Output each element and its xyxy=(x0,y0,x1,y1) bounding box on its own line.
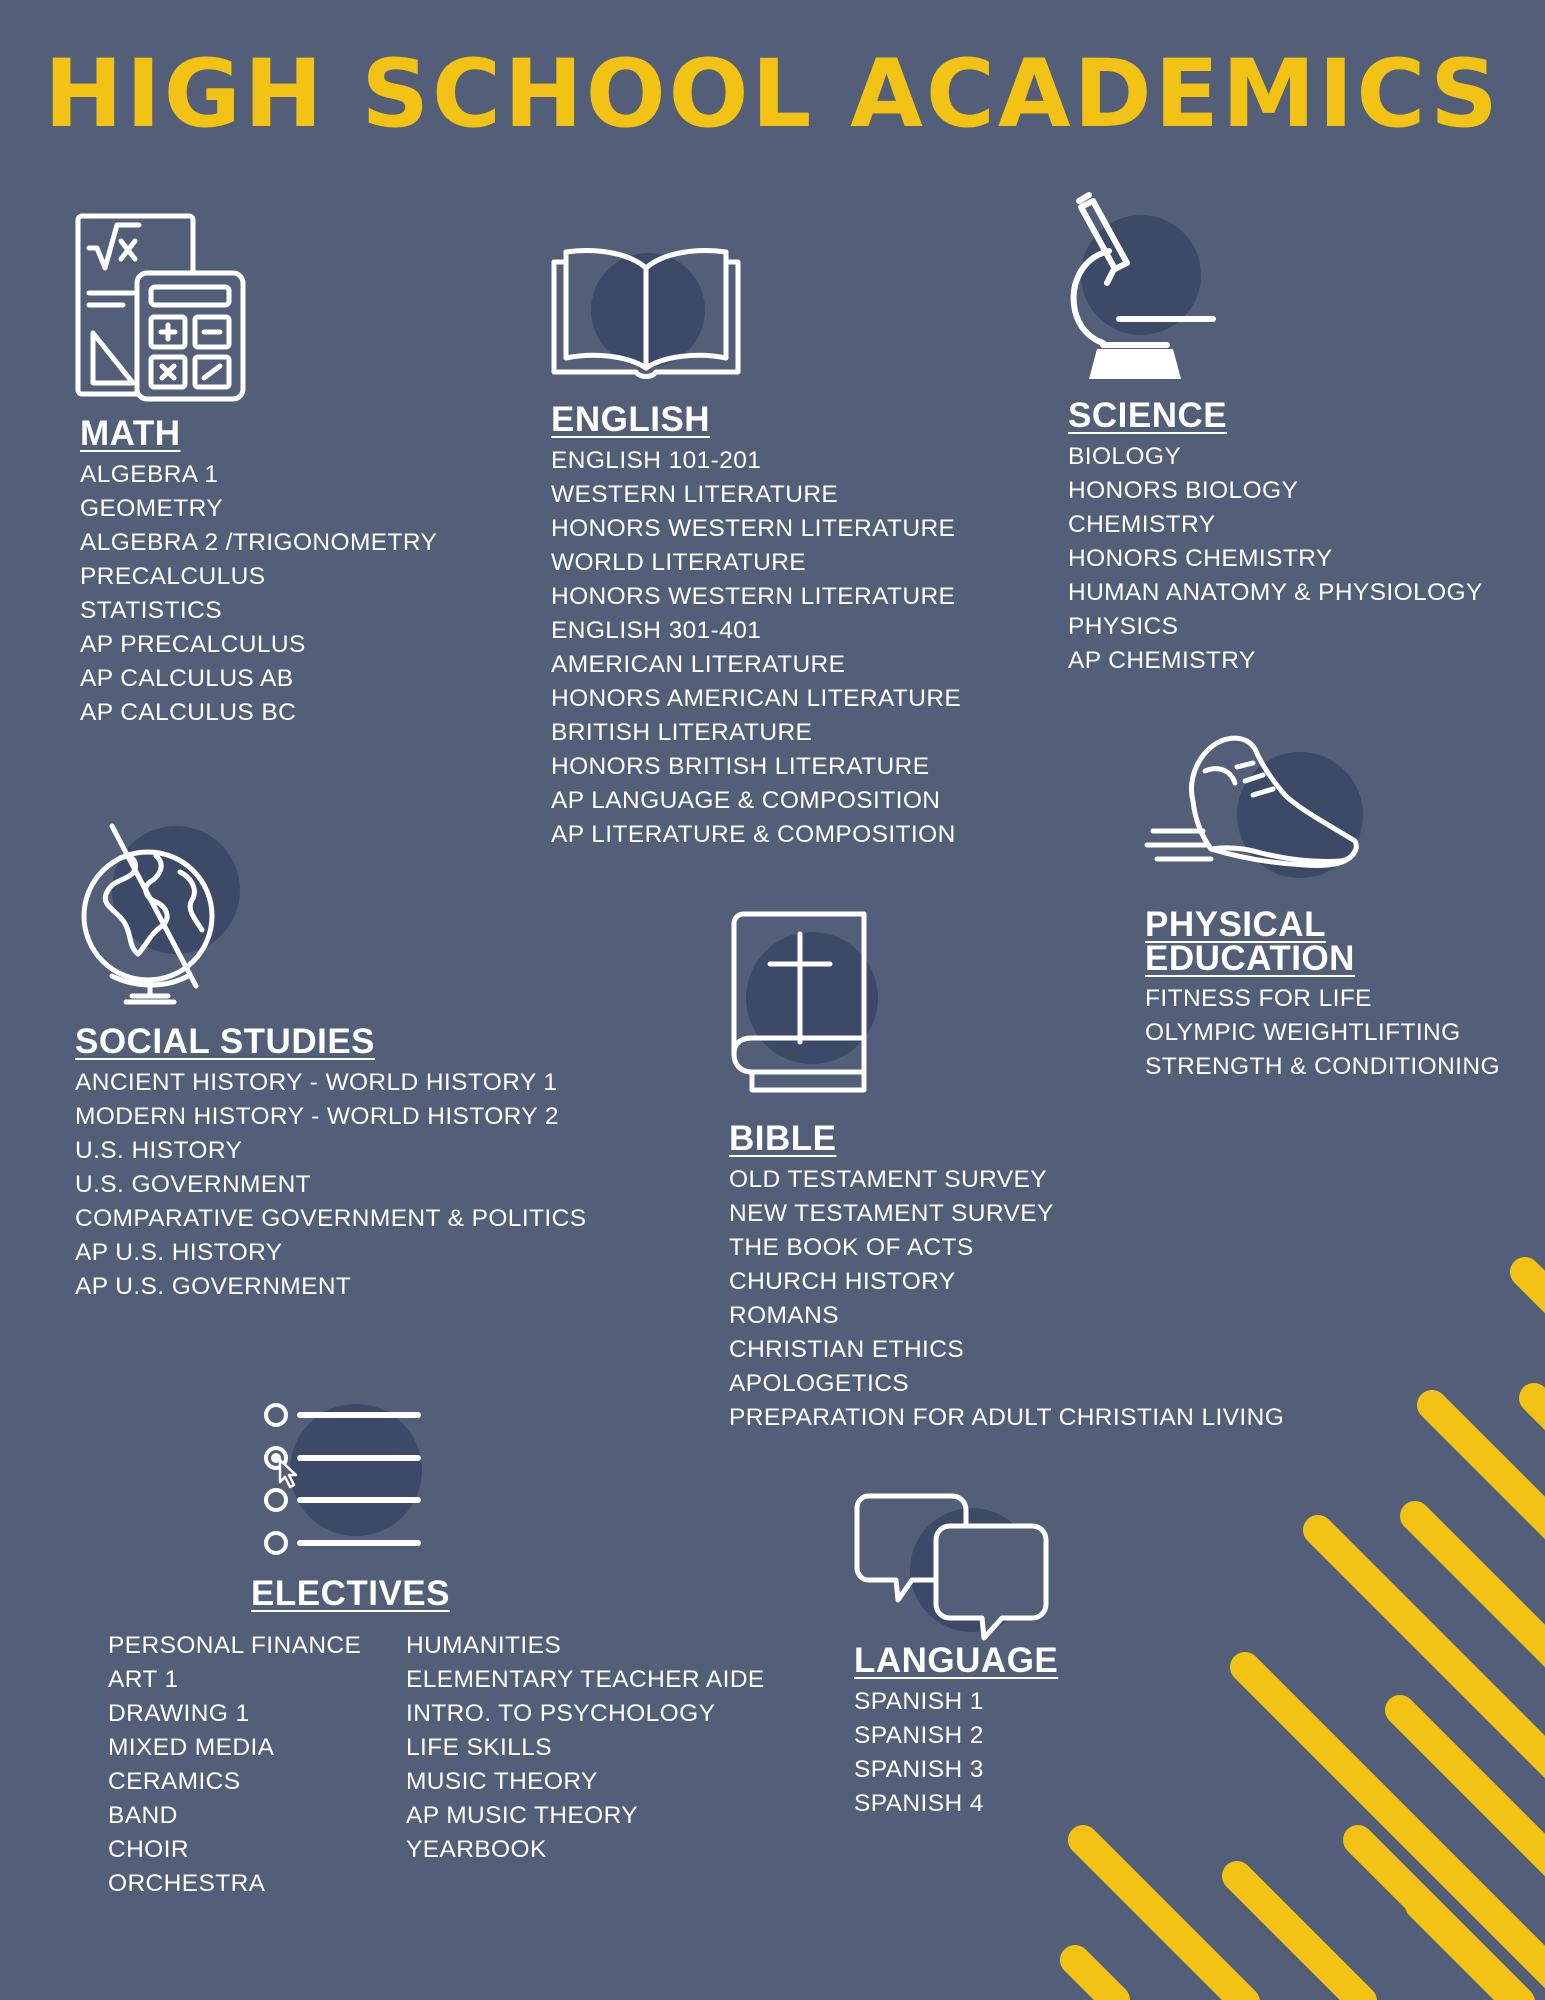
list-item: ENGLISH 101-201 xyxy=(551,447,762,474)
list-item: SPANISH 4 xyxy=(854,1790,984,1817)
math-section xyxy=(80,416,437,730)
electives-section xyxy=(108,1629,765,1901)
list-item: GEOMETRY xyxy=(80,495,223,522)
list-item: HONORS WESTERN LITERATURE xyxy=(551,515,956,542)
running-shoe-icon xyxy=(1145,735,1365,885)
english-heading: ENGLISH xyxy=(551,400,711,439)
list-item: AP CHEMISTRY xyxy=(1068,647,1256,674)
social-studies-heading: SOCIAL STUDIES xyxy=(75,1022,376,1061)
list-item: AP MUSIC THEORY xyxy=(406,1802,639,1829)
list-item: ALGEBRA 2 /TRIGONOMETRY xyxy=(80,529,438,556)
heading-line: EDUCATION xyxy=(1145,939,1355,978)
list-item: HONORS CHEMISTRY xyxy=(1068,545,1333,572)
list-item: CHEMISTRY xyxy=(1068,511,1216,538)
english-section xyxy=(551,402,961,852)
math-heading: MATH xyxy=(80,414,181,453)
list-item: AP LITERATURE & COMPOSITION xyxy=(551,821,956,848)
list-item: ANCIENT HISTORY - WORLD HISTORY 1 xyxy=(75,1069,558,1096)
bible-course-list xyxy=(729,1163,1284,1435)
list-item: HONORS WESTERN LITERATURE xyxy=(551,583,956,610)
list-item: OLYMPIC WEIGHTLIFTING xyxy=(1145,1019,1461,1046)
list-item: BRITISH LITERATURE xyxy=(551,719,813,746)
list-item: THE BOOK OF ACTS xyxy=(729,1234,974,1261)
list-item: BAND xyxy=(108,1802,178,1829)
list-item: ORCHESTRA xyxy=(108,1870,266,1897)
language-course-list xyxy=(854,1685,1058,1821)
list-item: WORLD LITERATURE xyxy=(551,549,807,576)
physical-education-heading xyxy=(1145,905,1500,978)
bible-heading: BIBLE xyxy=(729,1119,837,1158)
microscope-icon xyxy=(1063,193,1223,383)
list-item: WESTERN LITERATURE xyxy=(551,481,839,508)
list-item: BIOLOGY xyxy=(1068,443,1182,470)
english-course-list xyxy=(551,444,961,852)
list-item: FITNESS FOR LIFE xyxy=(1145,985,1372,1012)
list-item: AP U.S. GOVERNMENT xyxy=(75,1273,352,1300)
list-item: STRENGTH & CONDITIONING xyxy=(1145,1053,1500,1080)
list-item: U.S. GOVERNMENT xyxy=(75,1171,312,1198)
list-item: PRECALCULUS xyxy=(80,563,266,590)
electives-column-1 xyxy=(108,1629,370,1901)
physical-education-section xyxy=(1145,905,1500,1084)
list-item: HONORS BIOLOGY xyxy=(1068,477,1299,504)
list-item: AP CALCULUS AB xyxy=(80,665,294,692)
bible-cross-icon xyxy=(730,912,890,1094)
science-section xyxy=(1068,398,1483,678)
list-item: MODERN HISTORY - WORLD HISTORY 2 xyxy=(75,1103,559,1130)
list-item: HONORS AMERICAN LITERATURE xyxy=(551,685,962,712)
list-item: PHYSICS xyxy=(1068,613,1179,640)
list-item: AP U.S. HISTORY xyxy=(75,1239,283,1266)
science-course-list xyxy=(1068,440,1483,678)
list-item: HUMANITIES xyxy=(406,1632,562,1659)
page-title: HIGH SCHOOL ACADEMICS xyxy=(44,40,1501,149)
list-item: SPANISH 3 xyxy=(854,1756,984,1783)
list-item: CHRISTIAN ETHICS xyxy=(729,1336,965,1363)
list-item: LIFE SKILLS xyxy=(406,1734,553,1761)
language-heading: LANGUAGE xyxy=(854,1641,1059,1680)
list-item: ENGLISH 301-401 xyxy=(551,617,762,644)
list-item: MIXED MEDIA xyxy=(108,1734,275,1761)
list-item: ALGEBRA 1 xyxy=(80,461,219,488)
speech-bubbles-icon xyxy=(854,1492,1050,1642)
list-item: AMERICAN LITERATURE xyxy=(551,651,846,678)
list-item: ART 1 xyxy=(108,1666,179,1693)
list-item: SPANISH 2 xyxy=(854,1722,984,1749)
social-studies-section xyxy=(75,1024,586,1304)
list-item: SPANISH 1 xyxy=(854,1688,984,1715)
math-course-list xyxy=(80,458,437,730)
list-item: OLD TESTAMENT SURVEY xyxy=(729,1166,1047,1193)
list-item: YEARBOOK xyxy=(406,1836,547,1863)
list-item: APOLOGETICS xyxy=(729,1370,910,1397)
list-item: CHURCH HISTORY xyxy=(729,1268,956,1295)
list-item: CHOIR xyxy=(108,1836,189,1863)
list-item: AP PRECALCULUS xyxy=(80,631,306,658)
globe-icon xyxy=(76,826,246,1006)
open-book-icon xyxy=(550,240,742,380)
bible-section xyxy=(729,1121,1284,1435)
math-calculator-icon xyxy=(75,213,247,403)
electives-heading: ELECTIVES xyxy=(251,1574,450,1613)
list-item: HONORS BRITISH LITERATURE xyxy=(551,753,930,780)
list-item: INTRO. TO PSYCHOLOGY xyxy=(406,1700,716,1727)
list-item: U.S. HISTORY xyxy=(75,1137,243,1164)
electives-column-2 xyxy=(406,1629,765,1901)
list-item: HUMAN ANATOMY & PHYSIOLOGY xyxy=(1068,579,1483,606)
list-item: CERAMICS xyxy=(108,1768,241,1795)
list-item: DRAWING 1 xyxy=(108,1700,250,1727)
list-item: AP LANGUAGE & COMPOSITION xyxy=(551,787,941,814)
list-item: MUSIC THEORY xyxy=(406,1768,598,1795)
language-section xyxy=(854,1643,1058,1821)
list-item: NEW TESTAMENT SURVEY xyxy=(729,1200,1054,1227)
list-item: STATISTICS xyxy=(80,597,222,624)
heading-line: PHYSICAL xyxy=(1145,905,1326,944)
list-item: AP CALCULUS BC xyxy=(80,699,297,726)
list-item: ELEMENTARY TEACHER AIDE xyxy=(406,1666,765,1693)
checklist-icon xyxy=(262,1400,434,1560)
social-studies-course-list xyxy=(75,1066,586,1304)
list-item: PERSONAL FINANCE xyxy=(108,1632,362,1659)
list-item: ROMANS xyxy=(729,1302,839,1329)
list-item: PREPARATION FOR ADULT CHRISTIAN LIVING xyxy=(729,1404,1285,1431)
science-heading: SCIENCE xyxy=(1068,396,1228,435)
physical-education-course-list xyxy=(1145,982,1500,1084)
list-item: COMPARATIVE GOVERNMENT & POLITICS xyxy=(75,1205,587,1232)
